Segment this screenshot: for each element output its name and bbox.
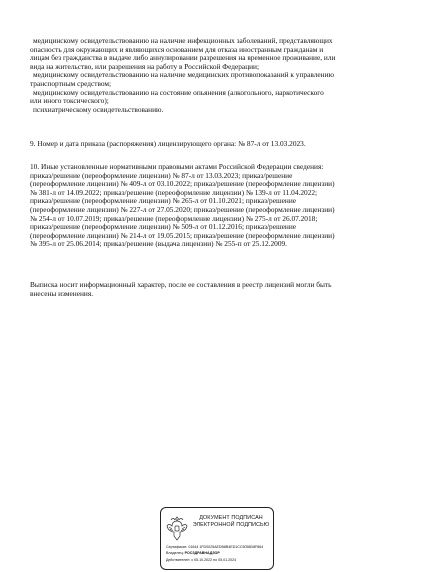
section-10-line: (переоформление лицензии) № 214-л от 19.05.2015; приказ/решение (переоформление лицензии): [30, 230, 335, 240]
validity-value: с 05.10.2022 по 05.01.2024: [191, 557, 237, 562]
electronic-signature-stamp: [160, 507, 274, 570]
section-10-line: приказ/решение (переоформление лицензии) № 509-л от 01.12.2016; приказ/решение: [30, 222, 297, 232]
list-item: лицам без гражданства в выдаче либо аннулировании разрешения на временное проживание, или: [30, 53, 336, 63]
closing-line: внесены изменения.: [30, 288, 94, 298]
owner-value: РОСЗДРАВНАДЗОР: [184, 551, 220, 556]
russian-coat-of-arms-icon: [166, 514, 188, 542]
validity-row: [166, 557, 272, 563]
list-item: транспортным средством;: [30, 78, 112, 88]
stamp-title-line: ДОКУМЕНТ ПОДПИСАН: [199, 515, 263, 521]
intro-list: [30, 37, 412, 114]
section-9-text: 9. Номер и дата приказа (распоряжения) лицензирующего органа: № 87-л от 13.03.2023.: [30, 139, 306, 148]
section-10-line: приказ/решение (переоформление лицензии) № 265-л от 01.10.2021; приказ/решение: [30, 196, 297, 206]
closing-note: [30, 281, 412, 298]
certificate-label: Сертификат:: [166, 545, 188, 549]
list-item: психиатрическому освидетельствованию.: [33, 104, 164, 114]
closing-line: Выписка носит информационный характер, после ее составления в реестр лицензий могли быть: [30, 280, 332, 289]
stamp-details: [166, 544, 272, 563]
section-10-other-info: [30, 163, 412, 249]
stamp-title-line: ЭЛЕКТРОННОЙ ПОДПИСЬЮ: [192, 521, 270, 528]
section-10-line: (переоформление лицензии) № 409-л от 03.10.2022; приказ/решение (переоформление лицензии): [30, 179, 335, 189]
owner-label: Владелец:: [166, 551, 184, 556]
section-10-line: 10. Иные установленные нормативными правовыми актами Российской Федерации сведения:: [30, 162, 324, 171]
stamp-title: [191, 515, 271, 528]
section-9-order-number: [30, 140, 412, 149]
list-item: или иного токсического);: [30, 96, 109, 106]
list-item: вида на жительство, или разрешения на работу в Российской Федерации;: [30, 61, 260, 71]
certificate-value: 01644 1FD0025AEDB8B4ED1CC5058D8F864: [188, 545, 264, 549]
validity-label: Действителен:: [166, 557, 191, 562]
section-10-line: № 381-л от 14.09.2022; приказ/решение (переоформление лицензии) № 139-л от 11.04.2022;: [30, 187, 318, 197]
list-item: медицинскому освидетельствованию на наличие инфекционных заболеваний, представляющих: [33, 36, 333, 45]
list-item: медицинскому освидетельствованию на состояние опьянения (алкогольного, наркотического: [33, 87, 324, 97]
section-10-line: № 254-л от 10.07.2019; приказ/решение (переоформление лицензии) № 275-л от 26.07.2018;: [30, 213, 318, 223]
section-10-line: (переоформление лицензии) № 227-л от 27.05.2020; приказ/решение (переоформление лицензии): [30, 204, 335, 214]
section-10-line: приказ/решение (переоформление лицензии) № 87-л от 13.03.2023; приказ/решение: [30, 170, 293, 180]
section-10-line: № 395-л от 25.06.2014; приказ/решение (выдача лицензии) № 255-п от 25.12.2009.: [30, 239, 288, 249]
list-item: медицинскому освидетельствованию на наличие медицинских противопоказаний к управлению: [33, 70, 334, 80]
list-item: опасность для окружающих и являющихся основанием для отказа иностранным гражданам и: [30, 44, 324, 54]
